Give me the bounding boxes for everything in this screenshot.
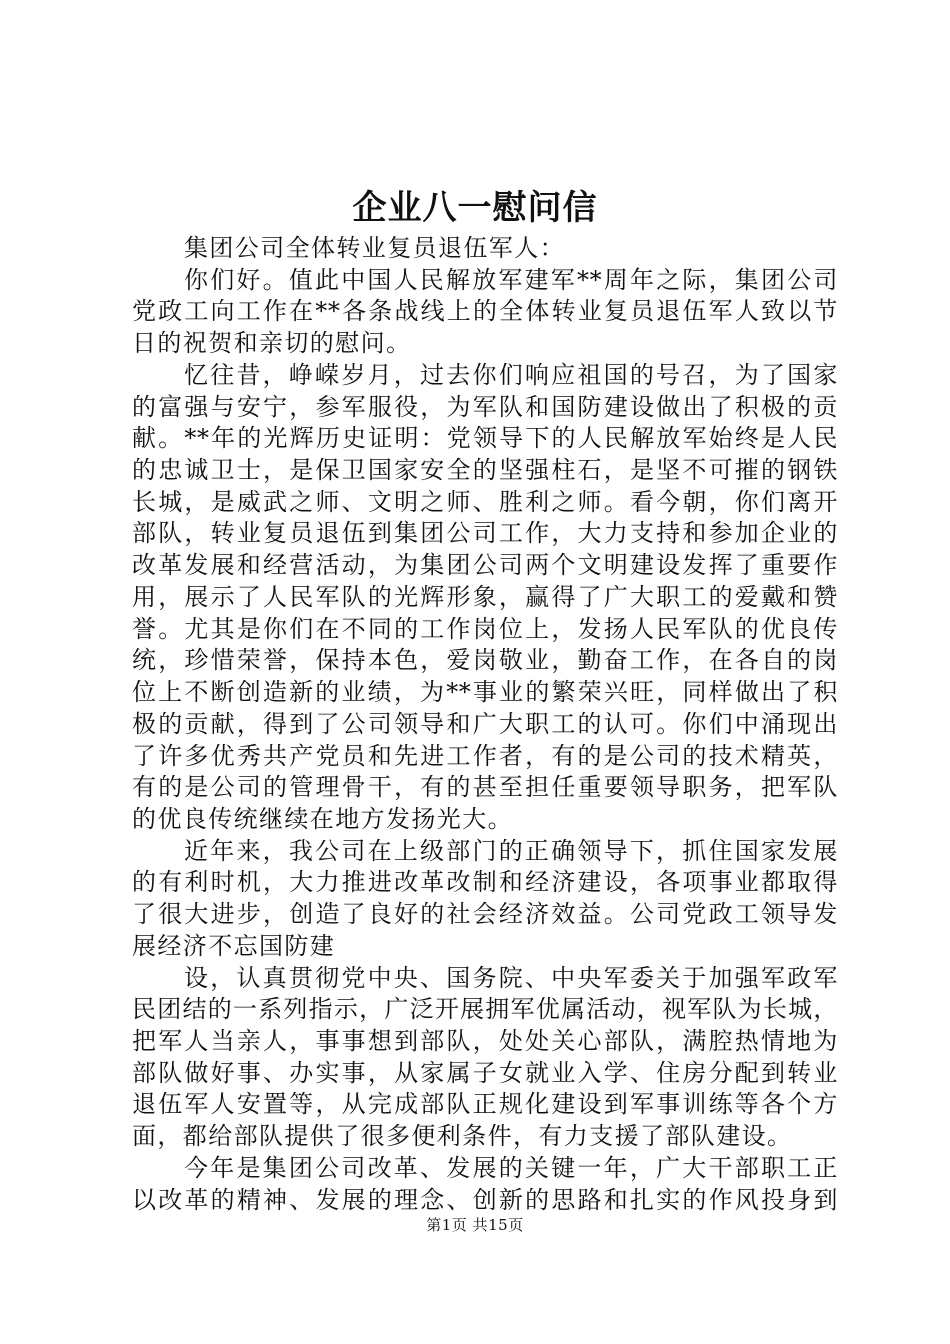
document-title: 企业八一慰问信 xyxy=(352,188,598,228)
text-line: 日的祝贺和亲切的慰问。 xyxy=(132,329,412,358)
text-line: 改革发展和经营活动，为集团公司两个文明建设发挥了重要作 xyxy=(132,551,838,580)
letter-body xyxy=(132,233,838,1216)
text-line: 的有利时机，大力推进改革改制和经济建设，各项事业都取得 xyxy=(132,868,838,897)
text-line: 部队做好事、办实事，从家属子女就业入学、住房分配到转业 xyxy=(132,1058,838,1087)
text-line: 近年来，我公司在上级部门的正确领导下，抓住国家发展 xyxy=(184,836,838,865)
text-line: 誉。尤其是你们在不同的工作岗位上，发扬人民军队的优良传 xyxy=(132,614,838,643)
text-line: 民团结的一系列指示，广泛开展拥军优属活动，视军队为长城， xyxy=(132,995,838,1024)
text-line: 极的贡献，得到了公司领导和广大职工的认可。你们中涌现出 xyxy=(132,709,838,738)
text-line: 有的是公司的管理骨干，有的甚至担任重要领导职务，把军队 xyxy=(132,773,838,802)
text-line: 把军人当亲人，事事想到部队，处处关心部队，满腔热情地为 xyxy=(132,1026,838,1055)
text-line: 统，珍惜荣誉，保持本色，爱岗敬业，勤奋工作，在各自的岗 xyxy=(132,646,838,675)
text-line: 长城，是威武之师、文明之师、胜利之师。看今朝，你们离开 xyxy=(132,487,838,516)
text-line: 忆往昔，峥嵘岁月，过去你们响应祖国的号召，为了国家 xyxy=(184,360,838,389)
text-line: 党政工向工作在**各条战线上的全体转业复员退伍军人致以节 xyxy=(132,297,838,326)
text-line: 了许多优秀共产党员和先进工作者，有的是公司的技术精英， xyxy=(132,741,838,770)
page-number-footer: 第1页 共15页 xyxy=(426,1216,524,1234)
text-line: 献。**年的光辉历史证明：党领导下的人民解放军始终是人民 xyxy=(132,424,838,453)
text-line: 退伍军人安置等，从完成部队正规化建设到军事训练等各个方 xyxy=(132,1090,838,1119)
text-line: 你们好。值此中国人民解放军建军**周年之际，集团公司 xyxy=(184,265,838,294)
text-line: 设，认真贯彻党中央、国务院、中央军委关于加强军政军 xyxy=(184,963,838,992)
text-line: 以改革的精神、发展的理念、创新的思路和扎实的作风投身到 xyxy=(132,1185,838,1214)
text-line: 的富强与安宁，参军服役，为军队和国防建设做出了积极的贡 xyxy=(132,392,838,421)
salutation-line: 集团公司全体转业复员退伍军人： xyxy=(184,234,565,262)
text-line: 用，展示了人民军队的光辉形象，赢得了广大职工的爱戴和赞 xyxy=(132,582,838,611)
text-line: 展经济不忘国防建 xyxy=(132,931,336,960)
text-line: 的优良传统继续在地方发扬光大。 xyxy=(132,804,513,833)
text-line: 今年是集团公司改革、发展的关键一年，广大干部职工正 xyxy=(184,1153,838,1182)
text-line: 面，都给部队提供了很多便利条件，有力支援了部队建设。 xyxy=(132,1122,793,1151)
text-line: 的忠诚卫士，是保卫国家安全的坚强柱石，是坚不可摧的钢铁 xyxy=(132,456,838,485)
text-line: 部队，转业复员退伍到集团公司工作，大力支持和参加企业的 xyxy=(132,519,838,548)
text-line: 位上不断创造新的业绩，为**事业的繁荣兴旺，同样做出了积 xyxy=(132,678,838,707)
text-line: 了很大进步，创造了良好的社会经济效益。公司党政工领导发 xyxy=(132,900,838,929)
